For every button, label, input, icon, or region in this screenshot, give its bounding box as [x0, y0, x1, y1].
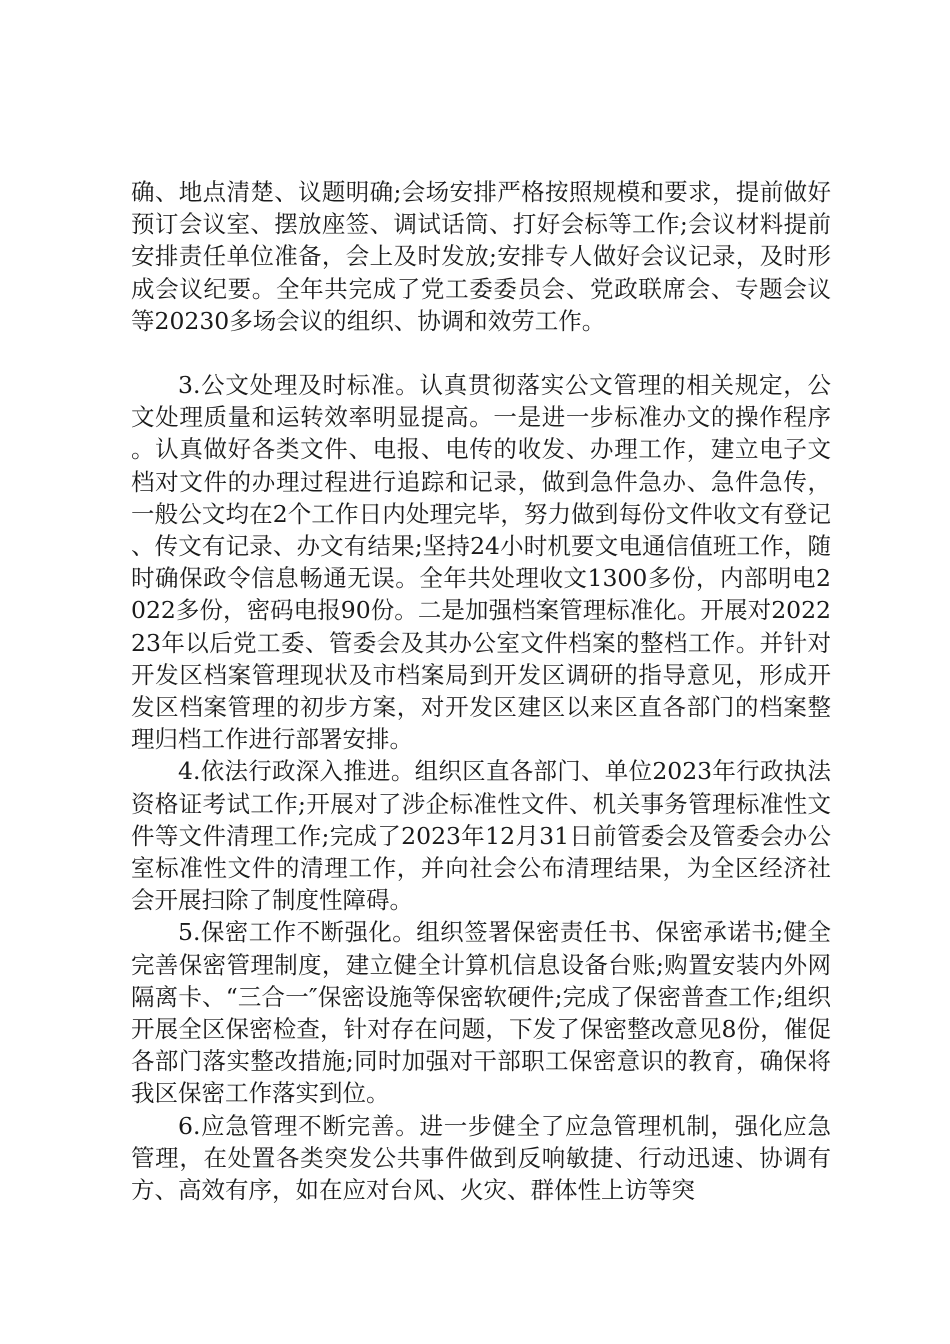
paragraph-meeting-services: 确、地点清楚、议题明确;会场安排严格按照规模和要求，提前做好预订会议室、摆放座签、调试话筒、打好会标等工作;会议材料提前安排责任单位准备，会上及时发放;安排专人做好会议记录，及时形成会议纪要。全年共完成了党工委委员会、党政联席会、专题会议等20230多场会议的组织、协调和效劳工作。: [131, 178, 831, 335]
paragraph-confidentiality-work: 5.保密工作不断强化。组织签署保密责任书、保密承诺书;健全完善保密管理制度，建立健全计算机信息设备台账;购置安装内外网隔离卡、“三合一″保密设施等保密软硬件;完成了保密普查工作;组织开展全区保密检查，针对存在问题，下发了保密整改意见8份，催促各部门落实整改措施;同时加强对干部职工保密意识的教育，确保将我区保密工作落实到位。: [131, 918, 831, 1108]
paragraph-emergency-management: 6.应急管理不断完善。进一步健全了应急管理机制，强化应急管理，在处置各类突发公共事件做到反响敏捷、行动迅速、协调有方、高效有序，如在应对台风、火灾、群体性上访等突: [131, 1111, 831, 1205]
paragraph-document-processing: 3.公文处理及时标准。认真贯彻落实公文管理的相关规定，公文处理质量和运转效率明显提高。一是进一步标准办文的操作程序。认真做好各类文件、电报、电传的收发、办理工作，建立电子文档对文件的办理过程进行追踪和记录，做到急件急办、急件急传，一般公文均在2个工作日内处理完毕，努力做到每份文件收文有登记、传文有记录、办文有结果;坚持24小时机要文电通信值班工作，随时确保政令信息畅通无误。全年共处理收文1300多份，内部明电2022多份，密码电报90份。二是加强档案管理标准化。开展对202223年以后党工委、管委会及其办公室文件档案的整档工作。并针对开发区档案管理现状及市档案局到开发区调研的指导意见，形成开发区档案管理的初步方案，对开发区建区以来区直各部门的档案整理归档工作进行部署安排。: [131, 371, 831, 754]
document-body: [131, 176, 831, 1206]
paragraph-administration-by-law: 4.依法行政深入推进。组织区直各部门、单位2023年行政执法资格证考试工作;开展对了涉企标准性文件、机关事务管理标准性文件等文件清理工作;完成了2023年12月31日前管委会及管委会办公室标准性文件的清理工作，并向社会公布清理结果，为全区经济社会开展扫除了制度性障碍。: [131, 757, 831, 915]
paragraph-gap: [131, 337, 831, 369]
